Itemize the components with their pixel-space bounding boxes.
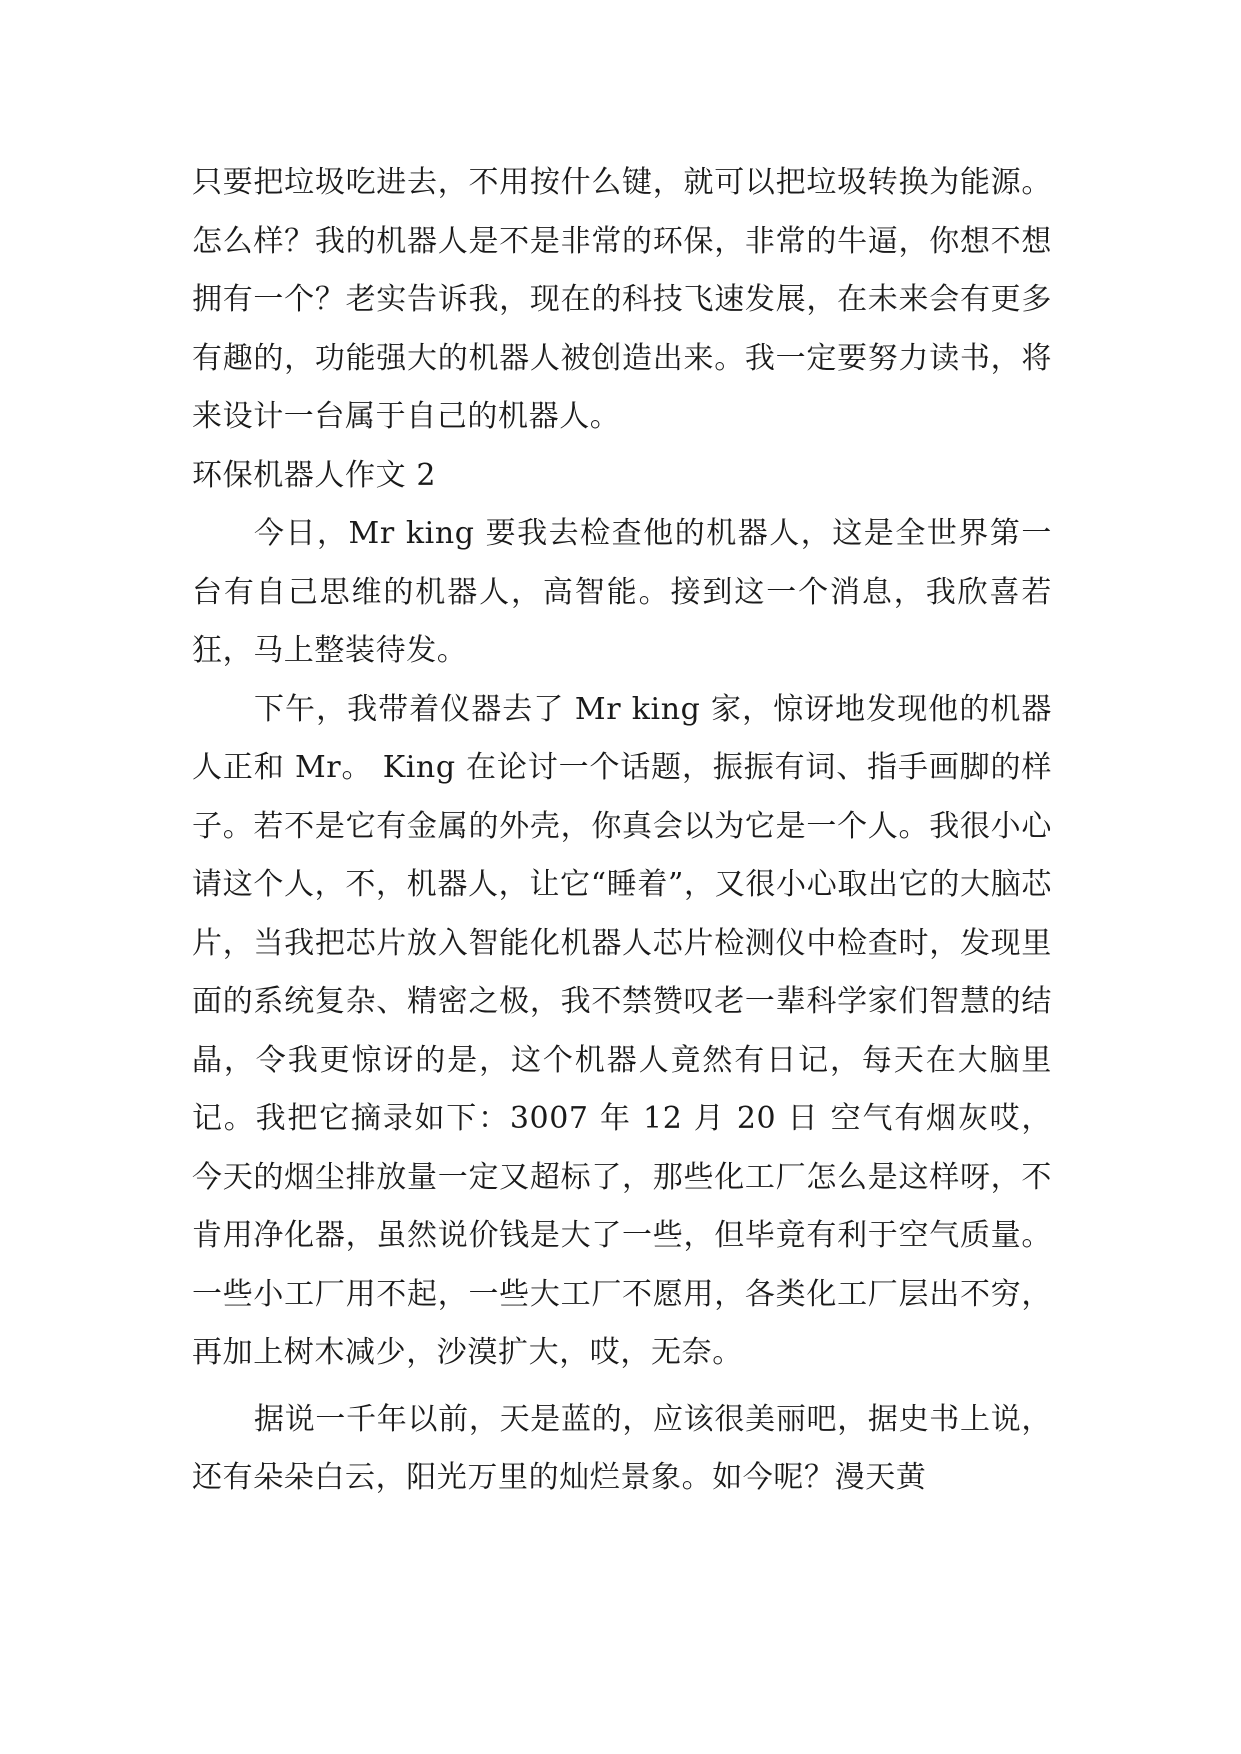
paragraph-intro: 只要把垃圾吃进去，不用按什么键，就可以把垃圾转换为能源。怎么样？我的机器人是不是非常的环保，非常的牛逼，你想不想拥有一个？老实告诉我，现在的科技飞速发展，在未来会有更多有趣的，功能强大的机器人被创造出来。我一定要努力读书，将来设计一台属于自己的机器人。 — [192, 165, 1052, 434]
paragraph-2: 下午，我带着仪器去了 Mr king 家，惊讶地发现他的机器人正和 Mr。 King 在论讨一个话题，振振有词、指手画脚的样子。若不是它有金属的外壳，你真会以为它是一个人。我很小心请这个人，不，机器人，让它“睡着”，又很小心取出它的大脑芯片，当我把芯片放入智能化机器人芯片检测仪中检查时，发现里面的系统复杂、精密之极，我不禁赞叹老一辈科学家们智慧的结晶，令我更惊讶的是，这个机器人竟然有日记，每天在大脑里记。我把它摘录如下：3007 年 12 月 20 日 空气有烟灰哎，今天的烟尘排放量一定又超标了，那些化工厂怎么是这样呀，不肯用净化器，虽然说价钱是大了一些，但毕竟有利于空气质量。一些小工厂用不起，一些大工厂不愿用，各类化工厂层出不穷，再加上树木减少，沙漠扩大，哎，无奈。 — [192, 691, 1052, 1370]
paragraph-1: 今日，Mr king 要我去检查他的机器人，这是全世界第一台有自己思维的机器人，高智能。接到这一个消息，我欣喜若狂，马上整装待发。 — [192, 516, 1052, 668]
section-heading: 环保机器人作文 2 — [192, 457, 437, 493]
paragraph-3: 据说一千年以前，天是蓝的，应该很美丽吧，据史书上说，还有朵朵白云，阳光万里的灿烂景象。如今呢？漫天黄 — [192, 1401, 1052, 1495]
document-body — [192, 154, 1052, 1508]
